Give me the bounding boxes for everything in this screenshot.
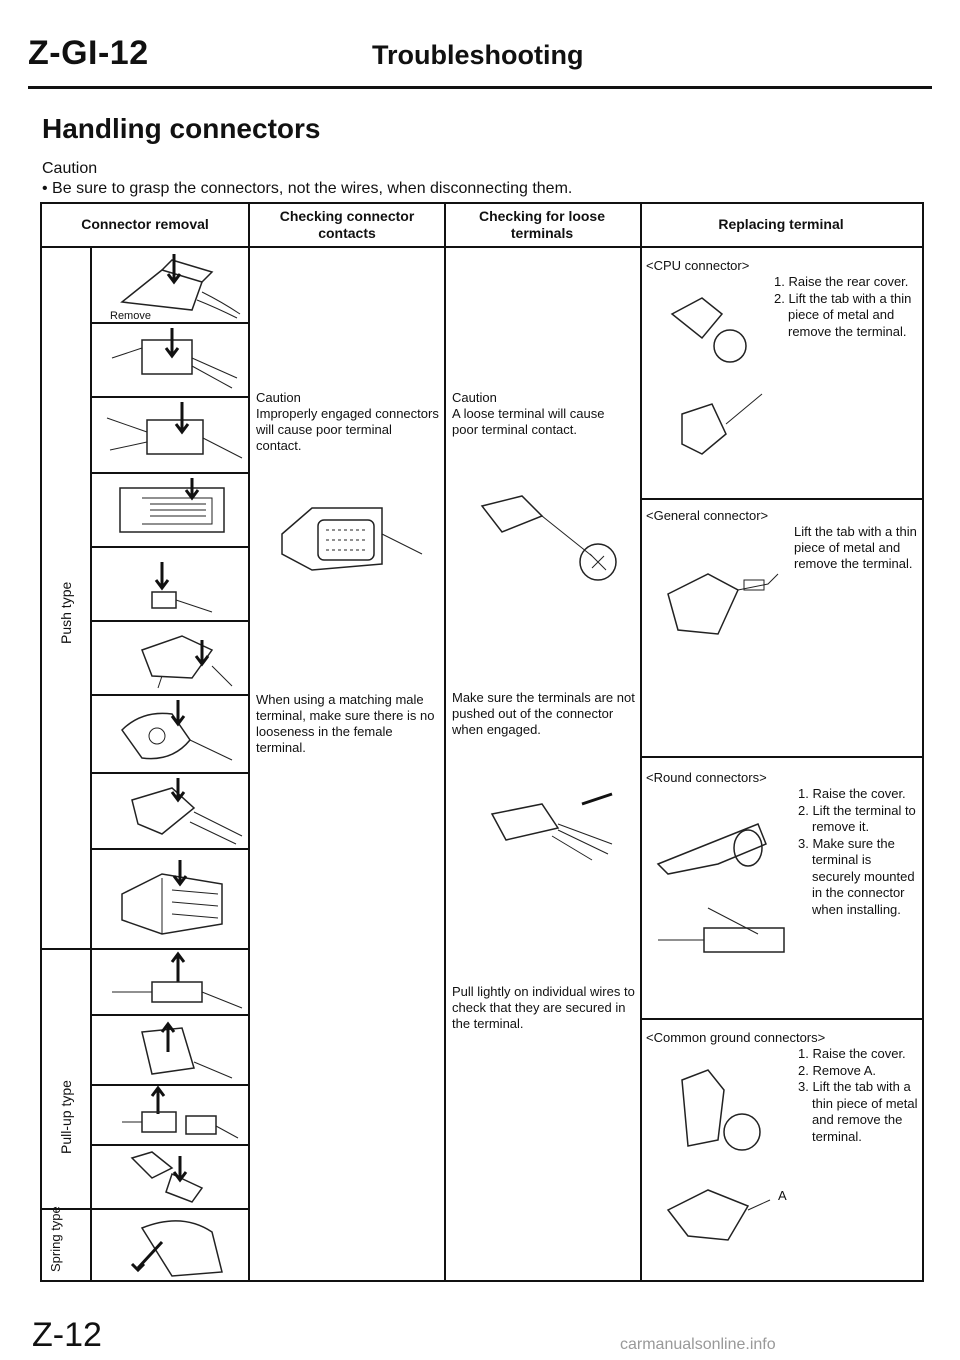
- loose-note-1: Make sure the terminals are not pushed out of the connector when engaged.: [452, 690, 635, 737]
- loose-terminal-check-illustration: [462, 784, 632, 874]
- connector-illustration: [102, 1088, 242, 1142]
- connector-illustration: [102, 952, 242, 1012]
- watermark: carmanualsonline.info: [620, 1336, 776, 1353]
- cpu-step: 1. Raise the rear cover.: [774, 274, 909, 289]
- common-ground-title: <Common ground connectors>: [646, 1030, 826, 1045]
- common-ground-step: 1. Raise the cover.: [798, 1046, 906, 1061]
- header-connector-removal: Connector removal: [81, 216, 209, 232]
- general-connector-illustration: [658, 554, 788, 654]
- connector-illustration: [102, 778, 242, 844]
- connector-illustration: [102, 854, 242, 944]
- connector-illustration: [102, 1018, 242, 1082]
- header-checking-contacts: Checking connector contacts: [279, 208, 415, 241]
- contacts-caution-label: Caution: [256, 390, 301, 405]
- row-label-spring: Spring type: [48, 1206, 63, 1272]
- connector-table: [40, 202, 924, 1282]
- cpu-connector-title: <CPU connector>: [646, 258, 750, 273]
- round-connector-illustration: [648, 804, 798, 1004]
- label-a: A: [778, 1188, 787, 1203]
- loose-terminal-illustration: [462, 476, 632, 586]
- common-ground-step: 2. Remove A.: [798, 1062, 877, 1078]
- connector-illustration: [102, 478, 242, 542]
- connector-contact-illustration: [272, 494, 422, 584]
- loose-caution-text: A loose terminal will cause poor terminal contact.: [452, 406, 605, 437]
- contacts-note: When using a matching male terminal, make sure there is no looseness in the female terminal.: [256, 692, 435, 755]
- loose-caution-label: Caution: [452, 390, 497, 405]
- contacts-caution-text: Improperly engaged connectors will cause poor terminal contact.: [256, 406, 439, 453]
- common-ground-steps: [798, 1046, 920, 1145]
- round-step: 3. Make sure the terminal is securely mounted in the connector when installing.: [798, 835, 915, 917]
- cpu-connector-illustration: [662, 284, 772, 484]
- header-title: Troubleshooting: [372, 40, 584, 70]
- round-step: 1. Raise the cover.: [798, 786, 906, 801]
- header-rule: [28, 86, 932, 89]
- connector-illustration: [102, 328, 242, 392]
- section-code: Z-GI-12: [28, 34, 149, 72]
- connector-illustration: [102, 626, 242, 690]
- connector-illustration: [102, 1148, 242, 1206]
- remove-label: Remove: [110, 310, 151, 322]
- connector-illustration: [102, 700, 242, 768]
- general-connector-title: <General connector>: [646, 508, 769, 523]
- cpu-step: 2. Lift the tab with a thin piece of metal and remove the terminal.: [774, 290, 912, 339]
- connector-illustration: [102, 552, 242, 616]
- row-label-push: Push type: [58, 581, 74, 644]
- connector-illustration: [102, 402, 242, 468]
- caution-label: Caution: [42, 160, 98, 177]
- section-title: Handling connectors: [42, 113, 321, 144]
- round-step: 2. Lift the terminal to remove it.: [798, 802, 916, 834]
- common-ground-step: 3. Lift the tab with a thin piece of metal and remove the terminal.: [798, 1079, 918, 1144]
- header-checking-loose: Checking for loose terminals: [478, 208, 606, 241]
- round-steps: [798, 786, 920, 918]
- common-ground-illustration: [658, 1050, 798, 1260]
- page-number: Z-12: [32, 1316, 102, 1354]
- header-replacing-terminal: Replacing terminal: [718, 216, 844, 232]
- row-label-pull: Pull-up type: [58, 1080, 74, 1154]
- connector-illustration: [102, 1212, 242, 1278]
- general-connector-text: Lift the tab with a thin piece of metal and remove the terminal.: [794, 524, 917, 571]
- cpu-steps: [774, 274, 920, 340]
- round-connector-title: <Round connectors>: [646, 770, 767, 785]
- loose-note-2: Pull lightly on individual wires to check that they are secured in the terminal.: [452, 984, 635, 1031]
- caution-text: • Be sure to grasp the connectors, not the wires, when disconnecting them.: [42, 180, 573, 197]
